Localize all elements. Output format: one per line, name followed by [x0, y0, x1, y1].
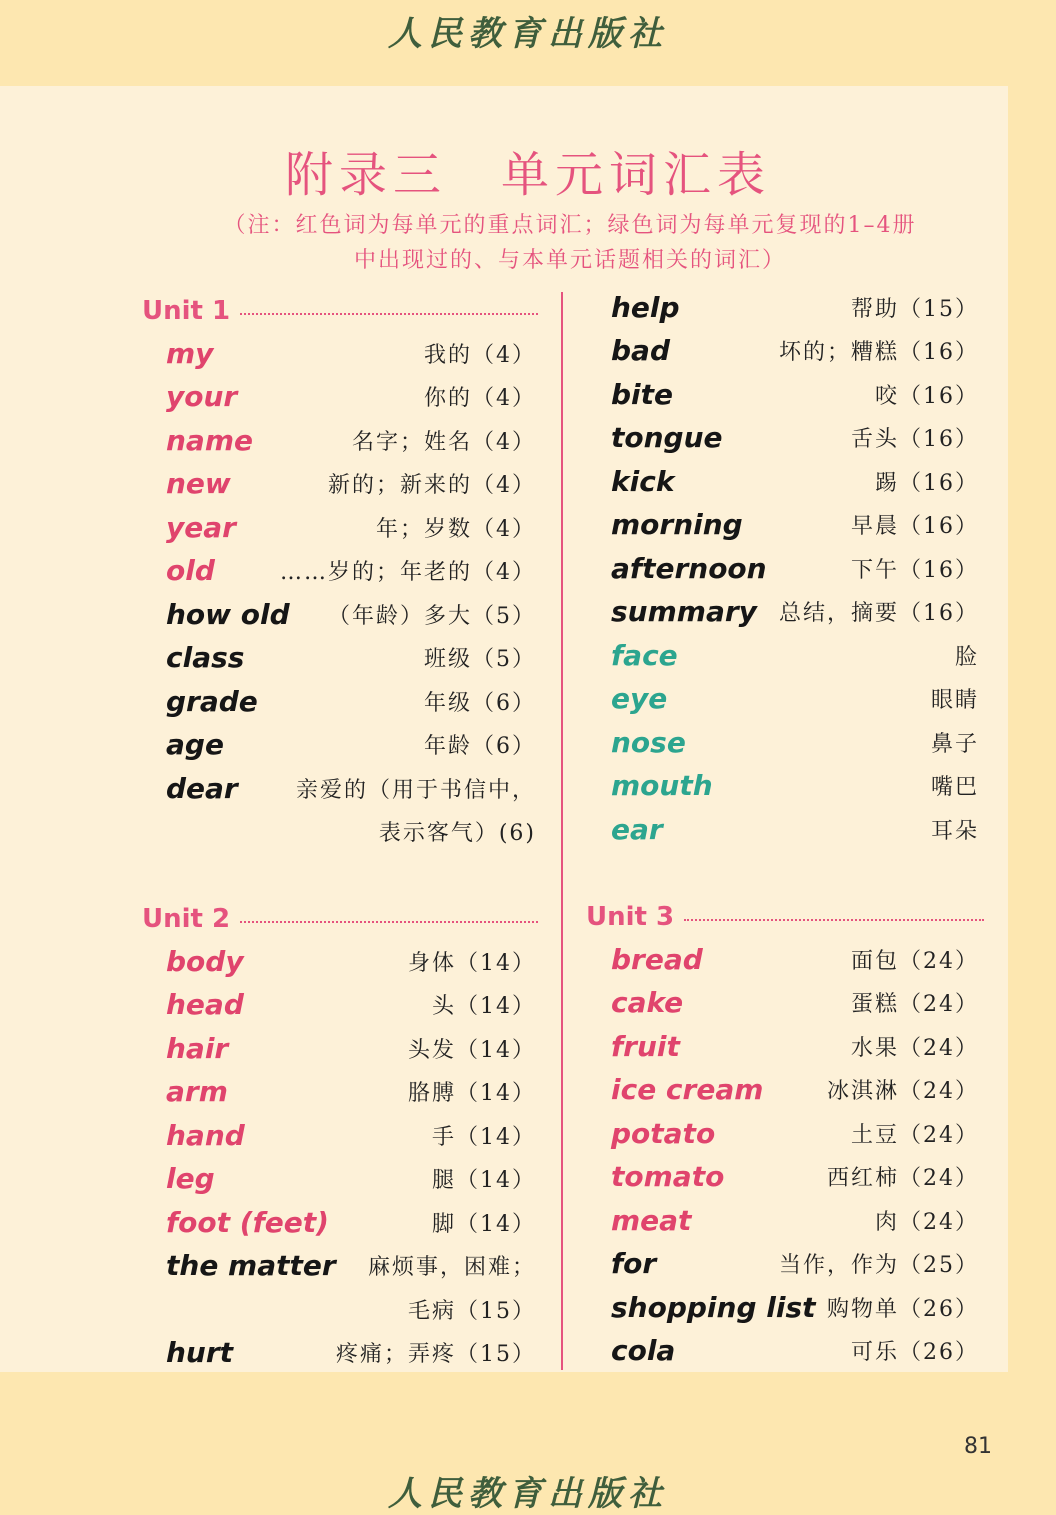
vocab-meaning: 新的；新来的（4） — [328, 473, 536, 498]
vocab-meaning-line-2: 表示客气）(6) — [378, 821, 536, 846]
vocab-meaning: 头（14） — [432, 994, 536, 1019]
vocab-word: dear — [166, 771, 238, 805]
vocab-row — [611, 374, 979, 414]
unit-title: Unit 2 — [142, 904, 231, 934]
vocab-meaning: 我的（4） — [424, 342, 536, 368]
vocab-word: hair — [166, 1031, 229, 1065]
vocab-meaning: 头发（14） — [408, 1037, 536, 1063]
vocab-meaning: 身体（14） — [408, 950, 536, 976]
vocab-meaning-continued — [166, 1289, 536, 1329]
vocab-word: tongue — [611, 421, 723, 454]
vocab-row — [611, 809, 979, 849]
vocab-word: the matter — [166, 1249, 336, 1282]
vocab-row — [166, 681, 536, 721]
vocab-word: bite — [611, 377, 674, 411]
vocab-meaning-continued — [166, 812, 536, 852]
vocab-meaning: 蛋糕（24） — [851, 992, 979, 1017]
vocab-word: hurt — [166, 1336, 234, 1369]
page-number: 81 — [964, 1434, 992, 1459]
vocab-word: old — [166, 554, 215, 587]
vocab-row — [611, 592, 979, 632]
vocab-word: mouth — [611, 769, 713, 802]
vocab-word: cola — [611, 1334, 676, 1367]
vocab-row — [166, 1246, 536, 1286]
vocab-row — [166, 1159, 536, 1199]
vocab-meaning: 总结，摘要（16） — [779, 601, 979, 626]
vocab-row — [611, 418, 979, 458]
note-line-1: （注：红色词为每单元的重点词汇；绿色词为每单元复现的1–4册 — [223, 213, 917, 238]
publisher-logo-bottom: 人民教育出版社 — [388, 1474, 668, 1514]
vocab-meaning: 西红柿（24） — [827, 1166, 979, 1191]
vocab-meaning: 坏的；糟糕（16） — [779, 340, 979, 365]
vocab-row — [166, 1333, 536, 1373]
vocab-meaning: 踢（16） — [875, 470, 979, 496]
vocab-word: afternoon — [611, 551, 767, 585]
vocab-meaning: 耳朵 — [930, 818, 979, 844]
vocab-row — [611, 635, 979, 675]
vocab-word: head — [166, 988, 244, 1021]
vocab-word: name — [166, 423, 253, 457]
vocab-row — [166, 985, 536, 1025]
vocab-meaning: 咬（16） — [875, 383, 979, 409]
vocab-meaning-line-2: 毛病（15） — [408, 1298, 536, 1324]
vocab-row — [166, 1072, 536, 1112]
vocab-meaning: 肉（24） — [875, 1209, 979, 1235]
vocab-row — [166, 725, 536, 765]
vocab-word: help — [611, 290, 680, 324]
vocab-word: leg — [166, 1162, 215, 1195]
vocab-word: for — [611, 1247, 657, 1280]
vocab-word: age — [166, 728, 224, 761]
vocab-row — [611, 722, 979, 762]
vocab-row — [611, 1157, 979, 1197]
vocab-row — [166, 594, 536, 634]
vocab-word: summary — [611, 595, 757, 628]
vocab-row — [166, 420, 536, 460]
vocab-row — [611, 1026, 979, 1066]
vocab-row — [166, 377, 536, 417]
vocab-word: bread — [611, 942, 703, 976]
vocab-word: arm — [166, 1075, 228, 1108]
vocab-row — [611, 939, 979, 979]
vocab-row — [611, 1200, 979, 1240]
vocab-row — [611, 287, 979, 327]
vocab-meaning: 舌头（16） — [851, 427, 979, 452]
dotted-leader — [684, 919, 984, 921]
vocab-word: your — [166, 380, 238, 413]
vocab-word: fruit — [611, 1029, 680, 1063]
vocab-word: hand — [166, 1118, 245, 1152]
vocab-word: morning — [611, 508, 743, 541]
vocab-meaning: 帮助（15） — [851, 296, 979, 322]
vocab-word: face — [611, 638, 678, 672]
vocab-meaning: 班级（5） — [424, 647, 536, 672]
vocab-row — [611, 461, 979, 501]
vocab-word: foot (feet) — [166, 1205, 329, 1239]
vocab-meaning: 购物单（26） — [827, 1296, 979, 1322]
vocab-meaning: 可乐（26） — [851, 1340, 979, 1365]
vocab-row — [166, 1202, 536, 1242]
vocab-row — [611, 1113, 979, 1153]
unit-1-heading — [142, 293, 538, 329]
vocab-row — [611, 983, 979, 1023]
vocab-meaning: 脚（14） — [432, 1211, 536, 1237]
vocab-word: tomato — [611, 1160, 725, 1193]
vocab-row — [166, 1028, 536, 1068]
vocab-meaning: 疼痛；弄疼（15） — [336, 1342, 536, 1367]
vocab-row — [611, 505, 979, 545]
vocab-row — [611, 1244, 979, 1284]
vocab-meaning: 冰淇淋（24） — [827, 1079, 979, 1104]
unit-2-heading — [142, 901, 538, 937]
publisher-logo-top: 人民教育出版社 — [388, 14, 668, 54]
vocab-row — [166, 1115, 536, 1155]
vocab-word: shopping list — [611, 1290, 816, 1324]
vocab-row — [611, 331, 979, 371]
vocab-meaning: 面包（24） — [851, 948, 979, 974]
vocab-row — [611, 766, 979, 806]
vocab-row — [611, 1287, 979, 1327]
vocab-meaning: ……岁的；年老的（4） — [280, 560, 536, 585]
vocab-meaning: （年龄）多大（5） — [328, 603, 536, 629]
vocab-word: ice cream — [611, 1073, 764, 1106]
vocab-meaning: 年龄（6） — [424, 734, 536, 759]
vocab-meaning: 下午（16） — [851, 557, 979, 583]
vocab-meaning: 年级（6） — [424, 690, 536, 716]
vocab-word: meat — [611, 1203, 692, 1237]
vocab-row — [611, 679, 979, 719]
vocab-meaning: 水果（24） — [851, 1035, 979, 1061]
vocab-word: cake — [611, 986, 684, 1019]
vocab-word: nose — [611, 725, 686, 759]
vocab-meaning: 土豆（24） — [851, 1122, 979, 1148]
vocab-meaning: 早晨（16） — [851, 514, 979, 539]
vocab-meaning: 嘴巴 — [930, 775, 979, 800]
unit-title: Unit 1 — [142, 296, 231, 326]
vocab-meaning: 腿（14） — [432, 1168, 536, 1193]
vocab-row — [166, 507, 536, 547]
dotted-leader — [240, 921, 538, 923]
vocab-meaning: 亲爱的（用于书信中， — [295, 777, 536, 803]
vocab-row — [166, 464, 536, 504]
vocab-word: potato — [611, 1116, 716, 1150]
dotted-leader — [240, 313, 538, 315]
vocab-row — [166, 941, 536, 981]
vocab-meaning: 年；岁数（4） — [376, 516, 536, 542]
vocab-row — [611, 548, 979, 588]
vocab-word: class — [166, 641, 245, 674]
note-line-2: 中出现过的、与本单元话题相关的词汇） — [353, 248, 786, 273]
vocab-row — [166, 768, 536, 808]
page-title: 附录三 单元词汇表 — [284, 147, 771, 203]
unit-title: Unit 3 — [586, 902, 675, 932]
vocab-meaning: 眼睛 — [930, 688, 979, 713]
vocab-row — [611, 1070, 979, 1110]
vocab-word: how old — [166, 597, 290, 631]
vocab-word: new — [166, 467, 231, 500]
column-divider — [561, 292, 563, 1370]
vocab-word: ear — [611, 812, 663, 846]
vocab-word: eye — [611, 682, 668, 715]
vocab-meaning: 脸 — [954, 644, 979, 670]
vocab-word: kick — [611, 464, 675, 498]
vocab-meaning: 胳膊（14） — [408, 1081, 536, 1106]
vocab-word: year — [166, 510, 236, 544]
unit-3-heading — [586, 899, 984, 935]
vocab-row — [166, 333, 536, 373]
vocab-word: grade — [166, 684, 258, 718]
vocab-meaning: 麻烦事，困难； — [367, 1255, 536, 1280]
vocab-meaning: 手（14） — [432, 1124, 536, 1150]
vocab-row — [166, 638, 536, 678]
vocab-meaning: 当作，作为（25） — [779, 1253, 979, 1278]
vocab-row — [166, 551, 536, 591]
vocab-row — [611, 1331, 979, 1371]
vocab-meaning: 你的（4） — [424, 386, 536, 411]
vocab-word: body — [166, 944, 244, 978]
vocab-meaning: 鼻子 — [930, 731, 979, 757]
vocab-word: bad — [611, 334, 670, 367]
vocab-meaning: 名字；姓名（4） — [352, 429, 536, 455]
vocab-word: my — [166, 336, 214, 370]
